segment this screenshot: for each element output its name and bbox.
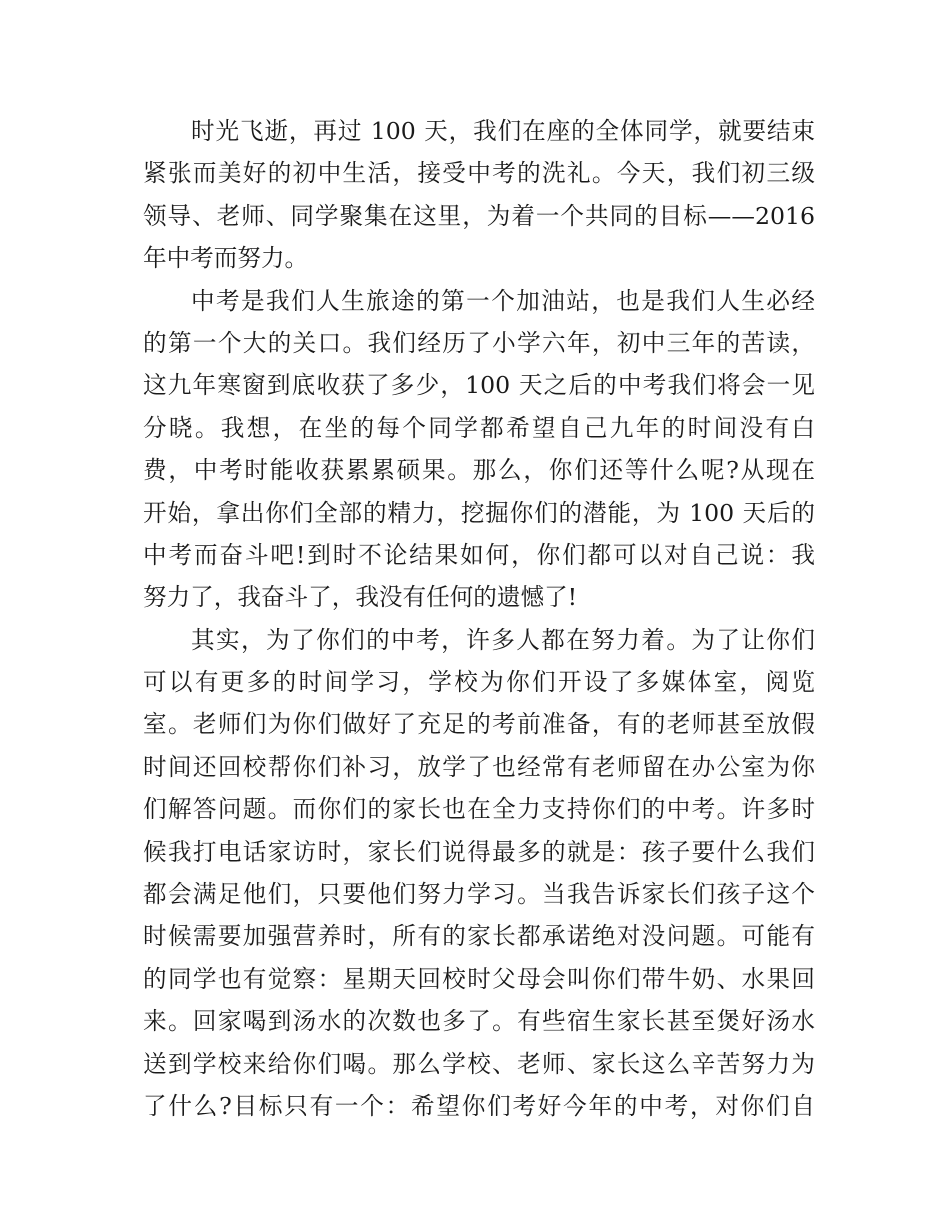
text-line: 其实，为了你们的中考，许多人都在努力着。为了让你们	[191, 625, 815, 654]
text-line: 室。老师们为你们做好了充足的考前准备，有的老师甚至放假	[143, 710, 815, 739]
text-line: 分晓。我想，在坐的每个同学都希望自己九年的时间没有白	[143, 413, 815, 442]
text-line: 这九年寒窗到底收获了多少，100 天之后的中考我们将会一见	[143, 371, 815, 400]
text-line: 中考而奋斗吧!到时不论结果如何，你们都可以对自己说：我	[143, 540, 815, 569]
text-line: 中考是我们人生旅途的第一个加油站，也是我们人生必经	[191, 286, 815, 315]
paragraph-2	[143, 280, 815, 619]
text-line: 时光飞逝，再过 100 天，我们在座的全体同学，就要结束	[191, 117, 815, 145]
paragraph-1	[143, 110, 815, 280]
document-body	[143, 110, 815, 1127]
text-line: 的同学也有觉察：星期天回校时父母会叫你们带牛奶、水果回	[143, 964, 815, 993]
text-line: 年中考而努力。	[143, 244, 309, 273]
text-line: 努力了，我奋斗了，我没有任何的遗憾了!	[143, 583, 578, 612]
text-line: 的第一个大的关口。我们经历了小学六年，初中三年的苦读，	[143, 328, 815, 357]
text-line: 紧张而美好的初中生活，接受中考的洗礼。今天，我们初三级	[143, 159, 815, 188]
text-line: 时间还回校帮你们补习，放学了也经常有老师留在办公室为你	[143, 752, 815, 781]
text-line: 时候需要加强营养时，所有的家长都承诺绝对没问题。可能有	[143, 922, 815, 951]
text-line: 开始，拿出你们全部的精力，挖掘你们的潜能，为 100 天后的	[143, 498, 815, 527]
text-line: 送到学校来给你们喝。那么学校、老师、家长这么辛苦努力为	[143, 1049, 815, 1078]
text-line: 都会满足他们，只要他们努力学习。当我告诉家长们孩子这个	[143, 880, 815, 909]
text-line: 可以有更多的时间学习，学校为你们开设了多媒体室，阅览	[143, 668, 815, 697]
text-line: 领导、老师、同学聚集在这里，为着一个共同的目标——2016	[143, 201, 815, 230]
text-line: 来。回家喝到汤水的次数也多了。有些宿生家长甚至煲好汤水	[143, 1007, 815, 1036]
text-line: 候我打电话家访时，家长们说得最多的就是：孩子要什么我们	[143, 837, 815, 866]
paragraph-3	[143, 619, 815, 1128]
text-line: 费，中考时能收获累累硕果。那么，你们还等什么呢?从现在	[143, 456, 815, 485]
text-line: 了什么?目标只有一个：希望你们考好今年的中考，对你们自	[143, 1091, 815, 1120]
text-line: 们解答问题。而你们的家长也在全力支持你们的中考。许多时	[143, 795, 815, 824]
